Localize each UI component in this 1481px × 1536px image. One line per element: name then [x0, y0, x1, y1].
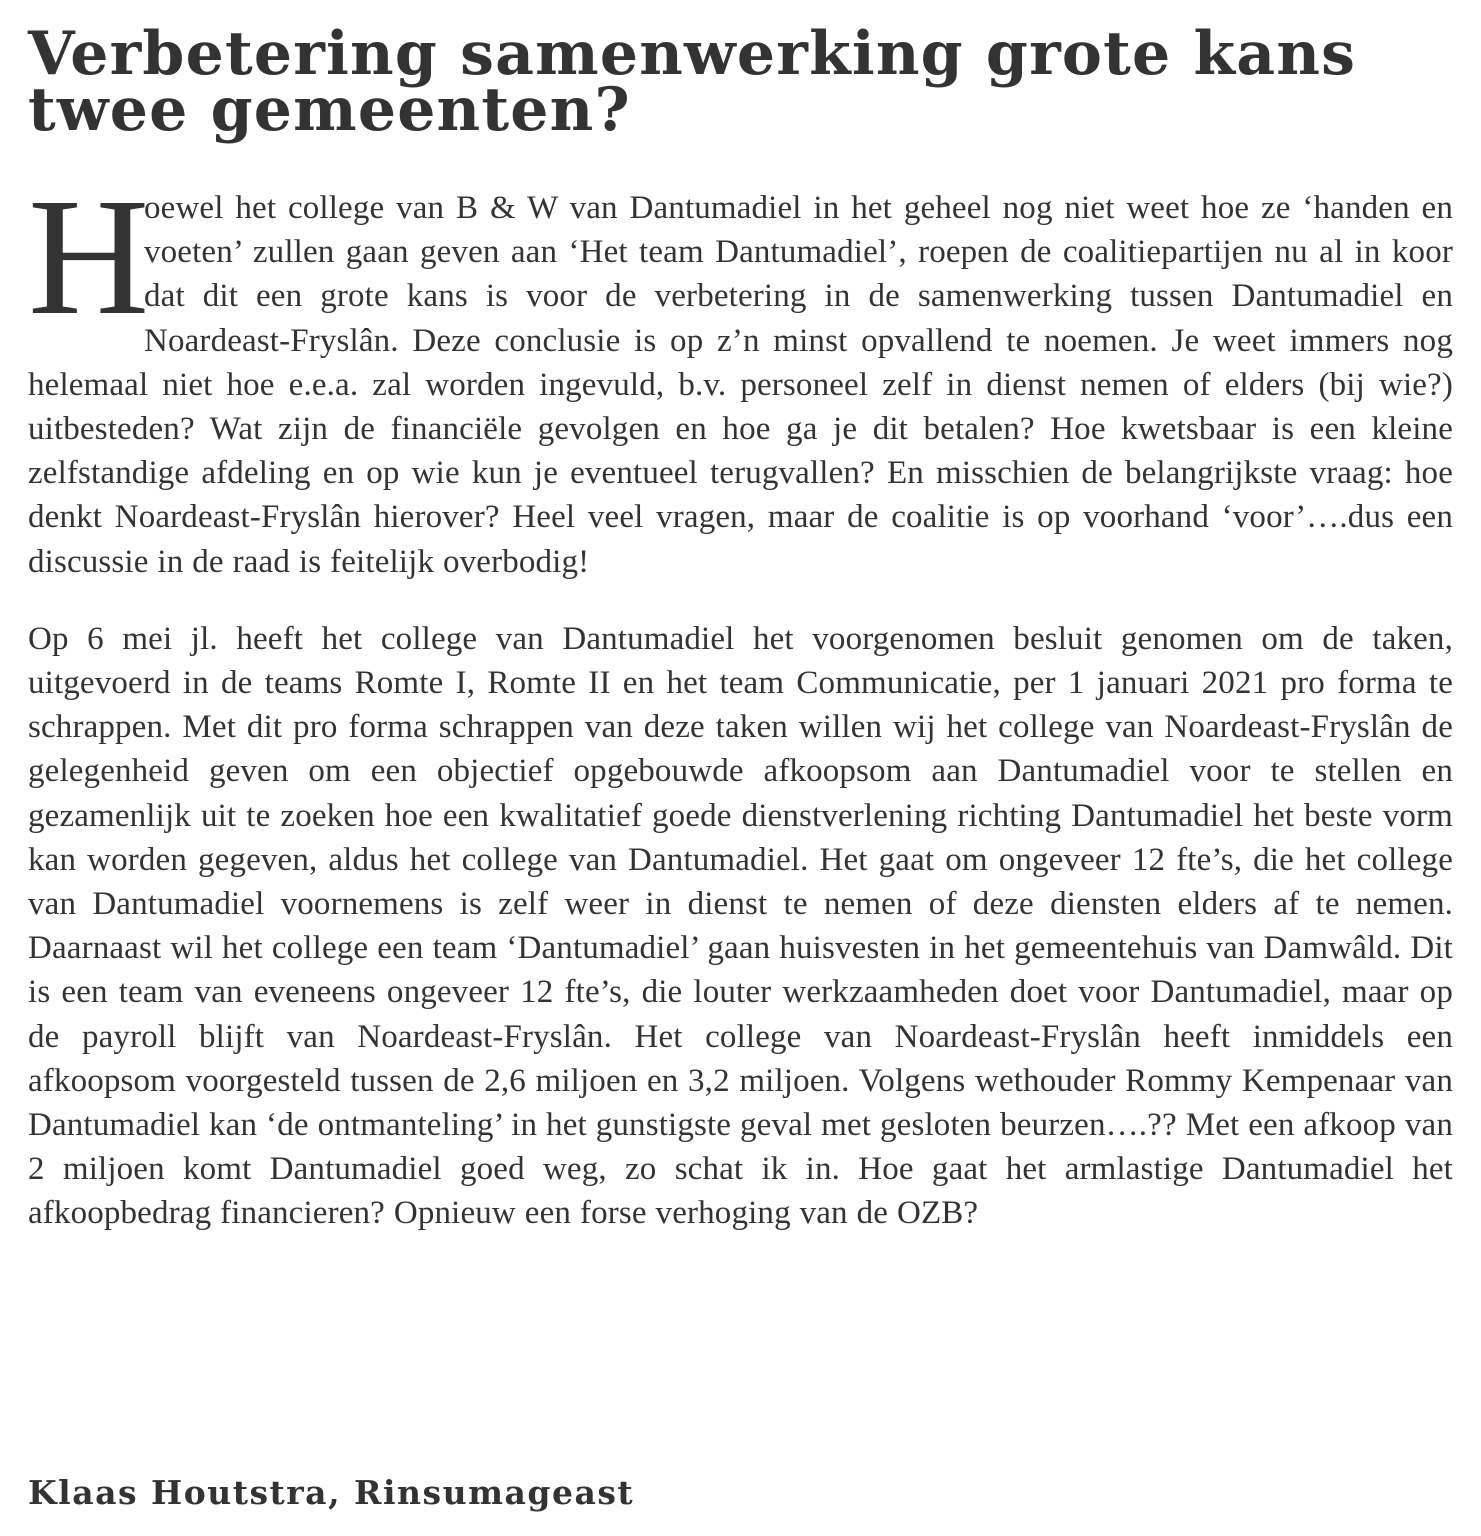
paragraph-1-text: oewel het college van B & W van Dantumadiel in het geheel nog niet weet hoe ze ‘handen en voeten’ zullen gaan geven aan ‘Het team Dantumadiel’, roepen de coalitiepartijen nu al in koor dat dit een grote kans is voor de verbetering in de samenwerking tussen Dantumadiel en Noardeast-Fryslân. Deze conclusie is op z’n minst opvallend te noemen. Je weet immers nog helemaal niet hoe e.e.a. zal worden ingevuld, b.v. personeel zelf in dienst nemen of elders (bij wie?) uitbesteden? Wat zijn de financiële gevolgen en hoe ga je dit betalen? Hoe kwetsbaar is een kleine zelfstandige afdeling en op wie kun je eventueel terugvallen? En misschien de belangrijkste vraag: hoe denkt Noardeast-Fryslân hierover? Heel veel vragen, maar de coalitie is op voorhand ‘voor’….dus een discussie in de raad is feitelijk overbodig! — [28, 190, 1453, 580]
article-title: Verbetering samenwerking grote kans twee gemeenten? — [28, 19, 1357, 145]
article-paragraph-2: Op 6 mei jl. heeft het college van Dantumadiel het voorgenomen besluit genomen om de taken, uitgevoerd in de teams Romte I, Romte II en het team Communicatie, per 1 januari 2021 pro forma te schrappen. Met dit pro forma schrappen van deze taken willen wij het college van Noardeast-Fryslân de gelegenheid geven om een objectief opgebouwde afkoopsom aan Dantumadiel voor te stellen en gezamenlijk uit te zoeken hoe een kwalitatief goede dienstverlening richting Dantumadiel het beste vorm kan worden gegeven, aldus het college van Dantumadiel. Het gaat om ongeveer 12 fte’s, die het college van Dantumadiel voornemens is zelf weer in dienst te nemen of deze diensten elders af te nemen. Daarnaast wil het college een team ‘Dantumadiel’ gaan huisvesten in het gemeentehuis van Damwâld. Dit is een team van eveneens ongeveer 12 fte’s, die louter werkzaamheden doet voor Dantumadiel, maar op de payroll blijft van Noardeast-Fryslân. Het college van Noardeast-Fryslân heeft inmiddels een afkoopsom voorgesteld tussen de 2,6 miljoen en 3,2 miljoen. Volgens wethouder Rommy Kempenaar van Dantumadiel kan ‘de ontmanteling’ in het gunstigste geval met gesloten beurzen….?? Met een afkoop van 2 miljoen komt Dantumadiel goed weg, zo schat ik in. Hoe gaat het armlastige Dantumadiel het afkoopbedrag financieren? Opnieuw een forse verhoging van de OZB? — [28, 620, 1453, 1232]
article-paragraph-1 — [28, 164, 1453, 584]
author-signature: Klaas Houtstra, Rinsumageast — [28, 1473, 635, 1512]
drop-cap-letter: H — [28, 164, 150, 350]
